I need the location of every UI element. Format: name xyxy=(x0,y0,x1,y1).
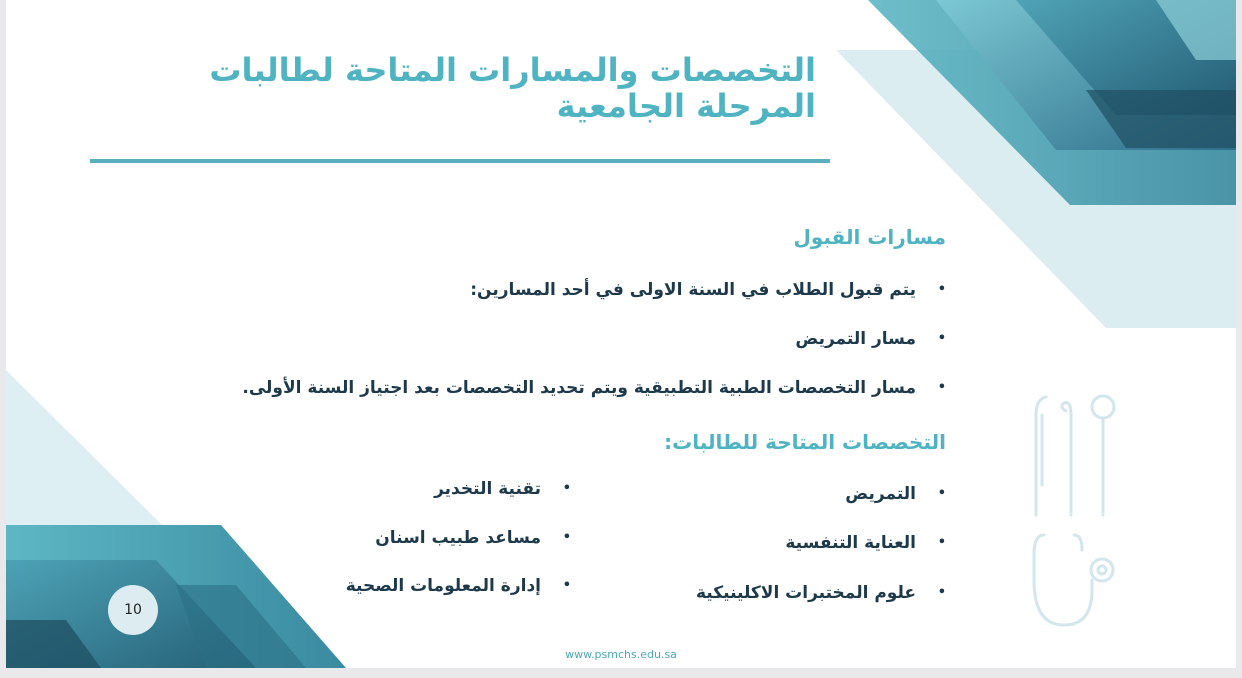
dental-tools-icon xyxy=(1036,396,1114,515)
major-left-3: • إدارة المعلومات الصحية xyxy=(346,576,571,596)
footer-url[interactable]: www.psmchs.edu.sa xyxy=(565,648,677,661)
page-title: التخصصات والمسارات المتاحة لطالبات المرحلة الجامعية xyxy=(209,51,816,125)
slide xyxy=(6,0,1236,668)
page-number-text: 10 xyxy=(124,602,142,618)
major-right-1: • التمريض xyxy=(845,484,946,504)
majors-heading: التخصصات المتاحة للطالبات: xyxy=(664,430,946,454)
major-left-1: • تقنية التخدير xyxy=(434,479,571,499)
admission-bullet-2: • مسار التمريض xyxy=(795,329,946,349)
admission-bullet-1: • يتم قبول الطلاب في السنة الاولى في أحد المسارين: xyxy=(470,280,946,300)
stethoscope-icon xyxy=(1034,535,1113,625)
medical-tools-illustration xyxy=(1016,385,1126,635)
admission-heading: مسارات القبول xyxy=(793,225,946,249)
major-right-3: • علوم المختبرات الاكلينيكية xyxy=(696,583,946,603)
major-left-2: • مساعد طبيب اسنان xyxy=(375,528,571,548)
page-number xyxy=(108,585,158,635)
major-right-2: • العناية التنفسية xyxy=(785,533,946,553)
admission-bullet-3: • مسار التخصصات الطبية التطبيقية ويتم تحديد التخصصات بعد اجتياز السنة الأولى. xyxy=(242,378,946,398)
title-divider xyxy=(90,159,830,163)
